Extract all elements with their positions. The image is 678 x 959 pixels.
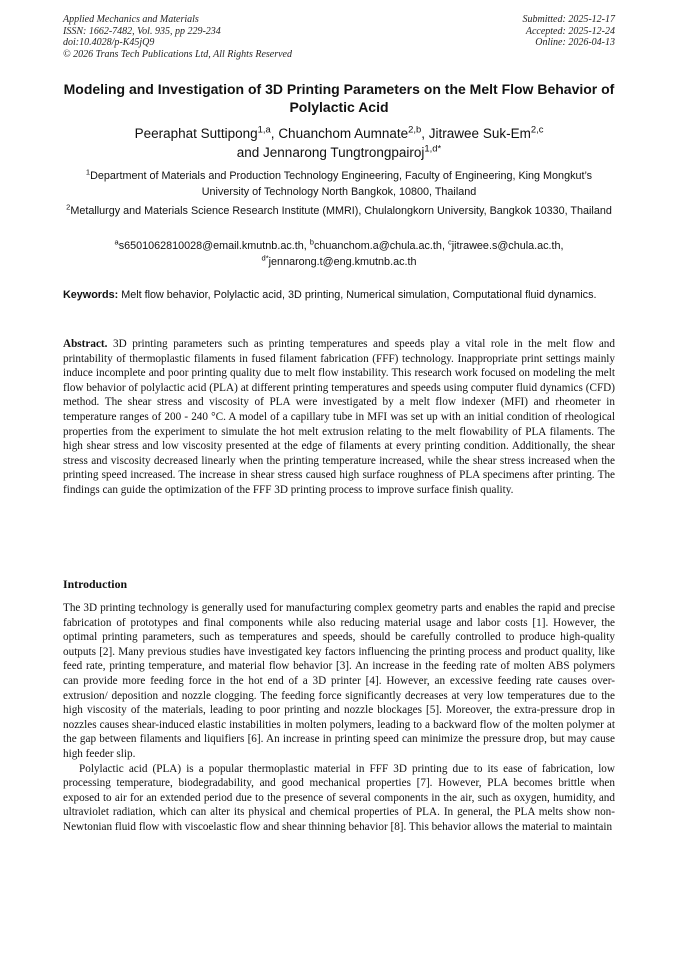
author-list <box>60 124 618 162</box>
author-superscript: 2,b <box>408 124 422 136</box>
affiliation-1 <box>63 169 615 200</box>
author-superscript: 1,a <box>257 124 271 136</box>
doi-line[interactable]: doi:10.4028/p-K45jQ9 <box>63 37 155 49</box>
author-separator: , <box>270 126 279 141</box>
dates-header <box>523 14 616 49</box>
body-paragraph: The 3D printing technology is generally used for manufacturing complex geometry parts and enables the rapid and precise fabrication of prototypes and final components while also reducing material usage and labor costs [1]. However, the optimal printing parameters, such as temperatures and speeds, should be carefully controlled to produce high-quality outputs [2]. Many previous studies have investigated key factors influencing the printing process and product quality, like feed rate, printing temperature, and material flow behavior [3]. An increase in the feeding rate of molten ABS polymers can provide more feeding force in the hot end of a 3D printer [4]. However, an excessive feeding rate causes over-extrusion/ deposition and nozzle clogging. The feeding force significantly decreases at very low temperatures due to the high viscosity of the materials, leading to poor printing and nozzle blockages [5]. Moreover, the extra-pressure drop in nozzles causes shear-induced elastic instabilities in molten polymers, leading to a backward flow of the molten polymer at the gap between filaments and liquifiers [6]. An increase in printing speed can minimize the pressure drop, but may cause high feeder slip. <box>63 602 615 760</box>
email-address[interactable]: chuanchom.a@chula.ac.th, <box>313 240 448 252</box>
affiliation-text: Department of Materials and Production Technology Engineering, Faculty of Engineering, King Mongkut’s University of Technology North Bangkok, 10800, Thailand <box>90 170 593 198</box>
affiliation-marker: 2 <box>66 202 71 212</box>
submitted-date: Submitted: 2025-12-17 <box>522 14 615 25</box>
author-name: and Jennarong Tungtrongpairoj <box>236 145 425 160</box>
keywords-label: Keywords: <box>63 289 119 301</box>
online-date: Online: 2026-04-13 <box>535 37 615 49</box>
author-name: Chuanchom Aumnate <box>278 126 409 141</box>
paper-title: Modeling and Investigation of 3D Printing Parameters on the Melt Flow Behavior of Polylactic Acid <box>63 81 615 115</box>
body-paragraph: Polylactic acid (PLA) is a popular thermoplastic material in FFF 3D printing due to its ease of fabrication, low processing temperature, biodegradability, and good mechanical properties [7]. However, PLA becomes brittle when exposed to air for an extended period due to the presence of several components in the air, such as oxygen, humidity, and ultraviolet radiation, which can alter its physical and chemical properties of PLA. In general, the PLA melts show non-Newtonian fluid flow with viscoelastic flow and shear thinning behavior [8]. This behavior allows the material to maintain <box>63 762 615 833</box>
affiliation-2 <box>63 204 615 220</box>
introduction-body <box>63 601 615 835</box>
journal-name: Applied Mechanics and Materials <box>63 14 199 25</box>
keywords-text: Melt flow behavior, Polylactic acid, 3D printing, Numerical simulation, Computational fluid dynamics. <box>118 289 597 301</box>
copyright-line: © 2026 Trans Tech Publications Ltd, All Rights Reserved <box>63 48 292 60</box>
author-superscript: 1,d* <box>424 143 442 155</box>
author-name: Jitrawee Suk-Em <box>428 126 531 141</box>
email-list <box>63 239 615 270</box>
affiliation-marker: 1 <box>85 167 91 177</box>
keywords-section <box>63 288 615 304</box>
issn-line: ISSN: 1662-7482, Vol. 935, pp 229-234 <box>63 25 221 37</box>
email-marker: c <box>447 237 452 247</box>
email-address[interactable]: s6501062810028@email.kmutnb.ac.th, <box>118 240 310 252</box>
email-marker: d* <box>261 252 269 262</box>
journal-header <box>63 14 292 60</box>
abstract-text: 3D printing parameters such as printing temperatures and speeds play a vital role in the melt flow and printability of thermoplastic filaments in fused filament fabrication (FFF) technology. Inappropriate print settings mainly induce incomplete and poor printing quality due to melt flow instability. This research work focused on modeling the melt flow behavior of polylactic acid (PLA) at different printing temperatures and speeds using computer fluid dynamics (CFD) method. The shear stress and viscosity of PLA were investigated by a melt flow indexer (MFI) and rheometer in temperature ranges of 200 - 240 °C. A model of a capillary tube in MFI was set up with an initial condition of rheological properties from the experiment to simulate the hot melt extrusion relating to the melt flowability of PLA filaments. The high shear stress and low viscosity presented at the edge of filaments at every printing condition. Additionally, the shear stress and viscosity decreased linearly when the printing temperature increased, while the shear stress increased when the printing speed increased. The increase in shear stress caused high surface roughness of PLA specimens after printing. The findings can guide the optimization of the FFF 3D printing process to improve surface finish quality. <box>63 338 615 496</box>
abstract-section <box>63 337 615 498</box>
email-marker: b <box>309 237 314 247</box>
affiliation-text: Metallurgy and Materials Science Research Institute (MMRI), Chulalongkorn University, Bangkok 10330, Thailand <box>70 205 612 217</box>
email-address[interactable]: jitrawee.s@chula.ac.th, <box>451 240 564 252</box>
section-heading-introduction: Introduction <box>63 577 128 591</box>
accepted-date: Accepted: 2025-12-24 <box>525 25 615 37</box>
email-marker: a <box>114 237 119 247</box>
abstract-label: Abstract. <box>63 338 108 350</box>
author-name: Peeraphat Suttipong <box>134 126 258 141</box>
author-separator: , <box>421 126 429 141</box>
email-address[interactable]: jennarong.t@eng.kmutnb.ac.th <box>268 255 417 268</box>
author-superscript: 2,c <box>530 124 544 136</box>
